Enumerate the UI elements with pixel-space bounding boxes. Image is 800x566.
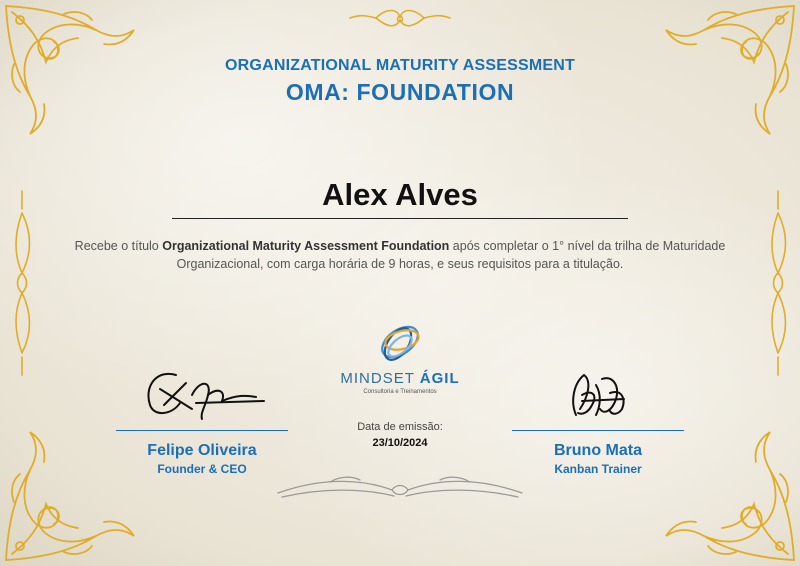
signatory-role-right: Kanban Trainer [554,462,642,476]
signature-line-right [512,430,684,431]
signature-felipe-oliveira [116,365,288,425]
certificate-program-title: ORGANIZATIONAL MATURITY ASSESSMENT [225,57,575,74]
description-course-name: Organizational Maturity Assessment Foundation [162,239,450,253]
logo-word-2: ÁGIL [419,370,460,387]
side-ornament-left [16,191,30,375]
top-center-flourish [350,11,450,26]
description-intro: Recebe o título [74,239,163,253]
company-logo [340,316,460,406]
logo-subtitle: Consultoria e Treinamentos [363,389,437,395]
side-ornament-right [772,191,786,375]
logo-wordmark [340,370,460,387]
swirl-logo-icon [374,316,426,368]
issue-date-label: Data de emissão: [357,421,443,433]
certificate-level-title: OMA: FOUNDATION [285,79,515,105]
description-details: após completar o 1° nível da trilha de Maturidade Organizacional, com carga horária de 9 horas, e seus requisitos para a titulação. [176,239,726,271]
signatory-name-left: Felipe Oliveira [147,442,257,459]
recipient-underline [172,218,628,219]
bottom-center-flourish [278,477,522,497]
signature-bruno-mata [512,365,684,425]
certificate-description [70,237,730,273]
signature-line-left [116,430,288,431]
signatory-name-right: Bruno Mata [554,442,642,459]
signatory-role-left: Founder & CEO [157,462,247,476]
logo-word-1: MINDSET [340,370,415,387]
recipient-name: Alex Alves [322,177,478,212]
issue-date-value: 23/10/2024 [372,437,428,449]
